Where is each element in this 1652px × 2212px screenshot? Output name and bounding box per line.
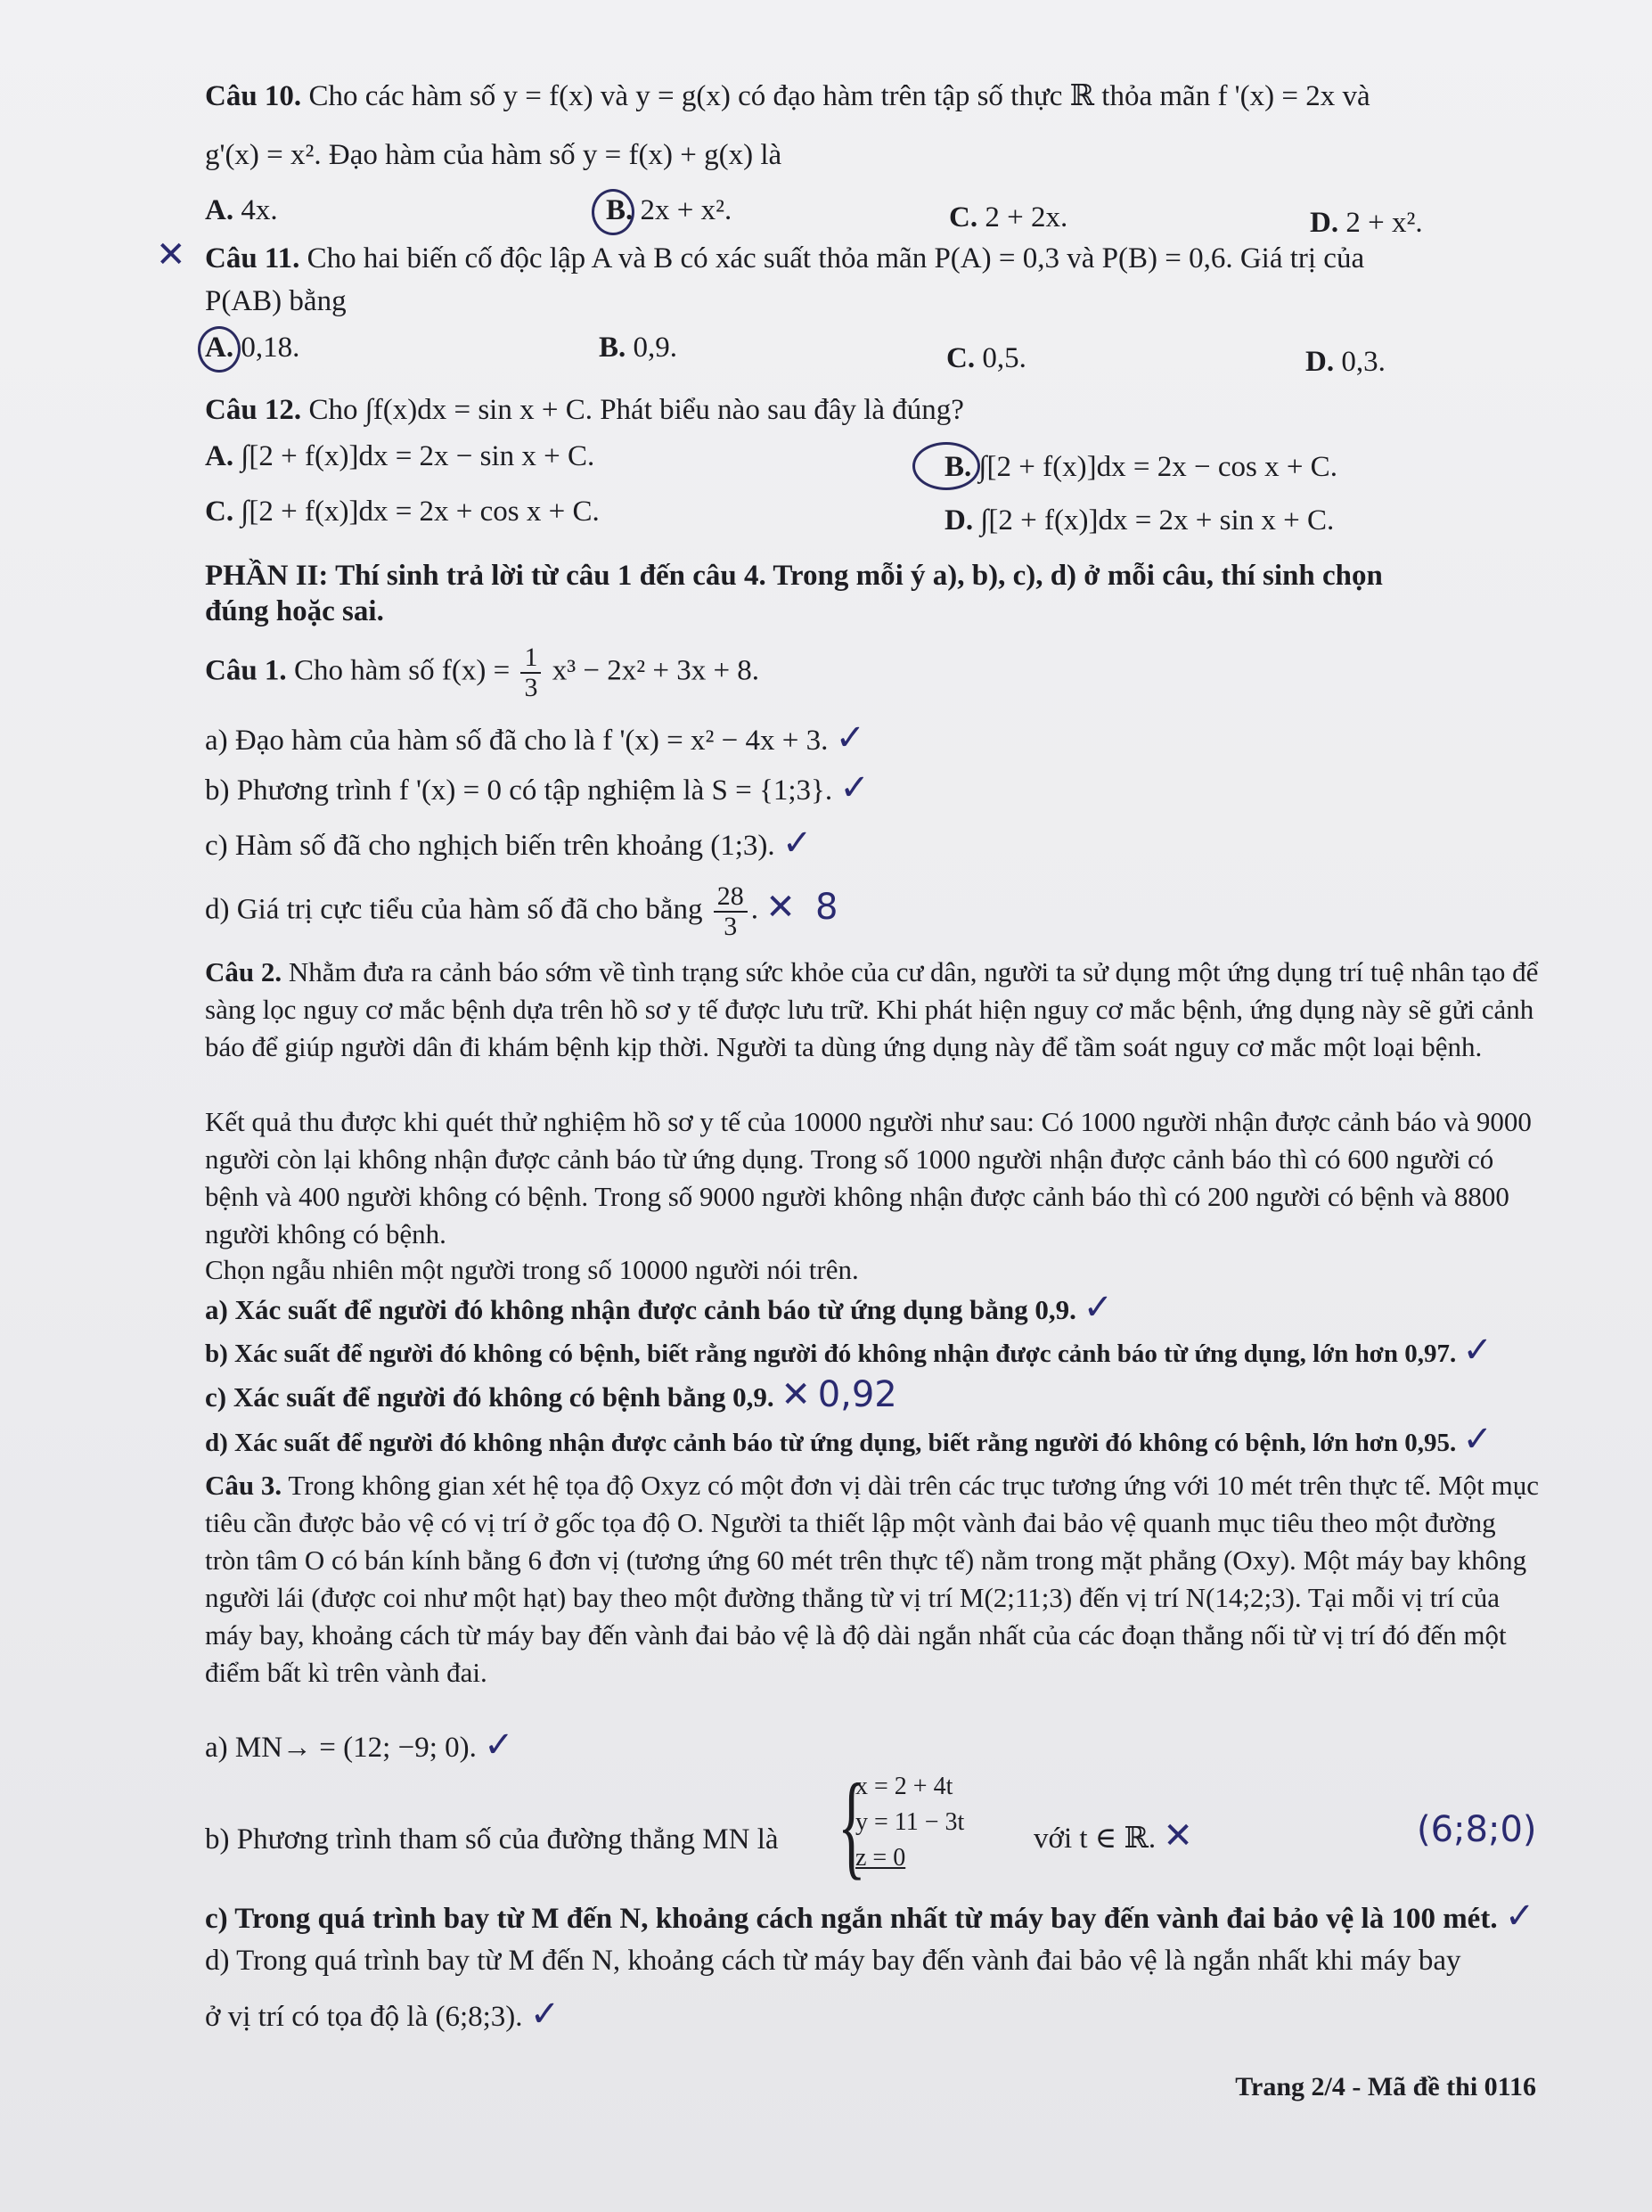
answer-circle-q11 bbox=[198, 326, 241, 373]
q11-stem-1: Cho hai biến cố độc lập A và B có xác suất thỏa mãn P(A) = 0,3 và P(B) = 0,6. Giá trị của bbox=[307, 242, 1365, 274]
answer-circle-q12 bbox=[912, 442, 980, 490]
handwritten-note: 8 bbox=[815, 886, 838, 928]
p2q1-b: b) Phương trình f '(x) = 0 có tập nghiệm là S = {1;3}. ✓ bbox=[205, 767, 870, 808]
p2q3-param-system bbox=[855, 1769, 964, 1876]
q11-option-d: D. 0,3. bbox=[1305, 346, 1386, 378]
check-mark-icon: ✓ bbox=[1083, 1287, 1114, 1328]
check-mark-icon: ✓ bbox=[1462, 1419, 1493, 1460]
q12-option-b: B. ∫[2 + f(x)]dx = 2x − cos x + C. bbox=[945, 451, 1337, 483]
q12-line1 bbox=[205, 392, 1542, 428]
system-brace: { bbox=[838, 1759, 866, 1890]
p2q1-d-fraction: $\frac{28}{3}$ bbox=[714, 882, 748, 941]
handwritten-note: 0,92 bbox=[817, 1374, 897, 1415]
p2q3-c: c) Trong quá trình bay từ M đến N, khoảng cách ngắn nhất từ máy bay đến vành đai bảo vệ là 100 mét. ✓ bbox=[205, 1896, 1535, 1937]
handwritten-note: (6;8;0) bbox=[1417, 1809, 1537, 1850]
system-line-z: z = 0 bbox=[855, 1844, 906, 1872]
q12-head: Câu 12. bbox=[205, 394, 302, 426]
part2-title-line2: đúng hoặc sai. bbox=[205, 595, 384, 627]
check-mark-icon: ✓ bbox=[839, 767, 870, 808]
p2q2-paragraph-1: Câu 2. Nhằm đưa ra cảnh báo sớm về tình trạng sức khỏe của cư dân, người ta sử dụng một ứng dụng trí tuệ nhân tạo để sàng lọc nguy cơ mắc bệnh dựa trên hồ sơ y tế được lưu trữ. Khi phát hiện nguy cơ mắc bệnh, ứng dụng này sẽ gửi cảnh báo để giúp người dân đi khám bệnh kịp thời. Người ta dùng ứng dụng này để tầm soát nguy cơ mắc một loại bệnh. bbox=[205, 956, 1539, 1062]
p2q1-d: d) Giá trị cực tiểu của hàm số đã cho bằng $\frac{28}{3}$ . ✕ 8 bbox=[205, 881, 838, 941]
q11-option-c: C. 0,5. bbox=[946, 342, 1026, 374]
check-mark-icon: ✓ bbox=[781, 823, 813, 864]
cross-mark-icon: ✕ bbox=[781, 1374, 811, 1415]
q11-line1 bbox=[205, 241, 1542, 276]
q12-option-c: C. ∫[2 + f(x)]dx = 2x + cos x + C. bbox=[205, 496, 600, 528]
q10-line1 bbox=[205, 78, 1542, 114]
q12-option-a: A. ∫[2 + f(x)]dx = 2x − sin x + C. bbox=[205, 440, 595, 472]
answer-circle-q10 bbox=[592, 189, 634, 235]
page-footer: Trang 2/4 - Mã đề thi 0116 bbox=[1235, 2072, 1536, 2101]
cross-mark-icon: ✕ bbox=[765, 886, 796, 928]
cross-mark-icon: ✕ bbox=[156, 234, 186, 275]
p2q3-d-line1: d) Trong quá trình bay từ M đến N, khoảng cách từ máy bay đến vành đai bảo vệ là ngắn nhất khi máy bay bbox=[205, 1945, 1461, 1977]
q10-option-d: D. 2 + x². bbox=[1310, 207, 1423, 239]
p2q3-paragraph-1: Câu 3. Trong không gian xét hệ tọa độ Oxyz có một đơn vị dài trên các trục tương ứng với 10 mét trên thực tế. Một mục tiêu cần được bảo vệ có vị trí ở gốc tọa độ O. Người ta thiết lập một vành đai bảo vệ quanh mục tiêu theo một đường tròn tâm O có bán kính bằng 6 đơn vị (tương ứng 60 mét trên thực tế) nằm trong mặt phẳng (Oxy). Một máy bay không người lái (được coi như một hạt) bay theo một đường thẳng từ vị trí M(2;11;3) đến vị trí N(14;2;3). Tại mỗi vị trí của máy bay, khoảng cách từ máy bay đến vành đai bảo vệ là độ dài ngắn nhất của các đoạn thẳng nối từ vị trí đó đến một điểm bất kì trên vành đai. bbox=[205, 1470, 1539, 1688]
q11-head: Câu 11. bbox=[205, 242, 300, 274]
p2q2-paragraph-2: Kết quả thu được khi quét thử nghiệm hồ sơ y tế của 10000 người như sau: Có 1000 người nhận được cảnh báo và 9000 người còn lại không nhận được cảnh báo từ ứng dụng. Trong số 1000 người nhận được cảnh báo thì có 600 người có bệnh và 400 người không có bệnh. Trong số 9000 người không nhận được cảnh báo thì có 200 người có bệnh và 8800 người không có bệnh. bbox=[205, 1106, 1532, 1249]
check-mark-icon: ✓ bbox=[529, 1994, 560, 2035]
p2q2-d: d) Xác suất để người đó không nhận được cảnh báo từ ứng dụng, biết rằng người đó không có bệnh, lớn hơn 0,95. ✓ bbox=[205, 1419, 1493, 1460]
p2q3-b-tail: với t ∈ ℝ. ✕ bbox=[1034, 1815, 1193, 1856]
p2q2-a: a) Xác suất để người đó không nhận được cảnh báo từ ứng dụng bằng 0,9. ✓ bbox=[205, 1287, 1114, 1328]
check-mark-icon: ✓ bbox=[835, 717, 866, 758]
p2q1-c: c) Hàm số đã cho nghịch biến trên khoảng (1;3). ✓ bbox=[205, 823, 813, 864]
q11-option-a: A. 0,18. bbox=[205, 332, 300, 364]
check-mark-icon: ✓ bbox=[484, 1725, 514, 1766]
q10-option-a: A. 4x. bbox=[205, 194, 278, 226]
q10-line2: g'(x) = x². Đạo hàm của hàm số y = f(x) + g(x) là bbox=[205, 139, 782, 171]
p2q3-head: Câu 3. bbox=[205, 1470, 282, 1501]
q10-option-b: B. 2x + x². bbox=[606, 194, 732, 226]
p2q1-stem: Câu 1. Cho hàm số f(x) = $\frac{1}{3}$ x³ − 2x² + 3x + 8. bbox=[205, 643, 760, 702]
q10-head: Câu 10. bbox=[205, 80, 302, 112]
p2q3-b: b) Phương trình tham số của đường thẳng MN là bbox=[205, 1823, 779, 1856]
check-mark-icon: ✓ bbox=[1462, 1330, 1493, 1371]
part2-title-line1: PHẦN II: Thí sinh trả lời từ câu 1 đến câu 4. Trong mỗi ý a), b), c), d) ở mỗi câu, thí sinh chọn bbox=[205, 560, 1383, 592]
q10-option-c: C. 2 + 2x. bbox=[949, 201, 1068, 233]
p2q2-paragraph-3: Chọn ngẫu nhiên một người trong số 10000 người nói trên. bbox=[205, 1254, 859, 1285]
p2q2-b: b) Xác suất để người đó không có bệnh, biết rằng người đó không nhận được cảnh báo từ ứng dụng, lớn hơn 0,97. ✓ bbox=[205, 1330, 1493, 1371]
p2q1-a: a) Đạo hàm của hàm số đã cho là f '(x) = x² − 4x + 3. ✓ bbox=[205, 717, 866, 758]
system-line-y: y = 11 − 3t bbox=[855, 1808, 965, 1836]
p2q1-head: Câu 1. bbox=[205, 654, 287, 687]
q12-stem-1: Cho ∫f(x)dx = sin x + C. Phát biểu nào sau đây là đúng? bbox=[308, 394, 964, 426]
p2q1-fraction: $\frac{1}{3}$ bbox=[520, 643, 541, 702]
check-mark-icon: ✓ bbox=[1504, 1896, 1535, 1937]
p2q2-head: Câu 2. bbox=[205, 956, 282, 987]
q12-option-d: D. ∫[2 + f(x)]dx = 2x + sin x + C. bbox=[945, 504, 1335, 537]
p2q3-a: a) MN→ = (12; −9; 0). ✓ bbox=[205, 1725, 514, 1766]
q11-option-b: B. 0,9. bbox=[599, 332, 678, 364]
cross-mark-icon: ✕ bbox=[1163, 1815, 1193, 1856]
p2q2-c: c) Xác suất để người đó không có bệnh bằng 0,9. ✕ 0,92 bbox=[205, 1374, 897, 1415]
system-line-x: x = 2 + 4t bbox=[855, 1773, 953, 1800]
q11-line2: P(AB) bằng bbox=[205, 285, 347, 317]
q10-stem-1: Cho các hàm số y = f(x) và y = g(x) có đạo hàm trên tập số thực ℝ thỏa mãn f '(x) = 2x và bbox=[308, 80, 1370, 112]
p2q3-d-line2: ở vị trí có tọa độ là (6;8;3). ✓ bbox=[205, 1994, 560, 2035]
